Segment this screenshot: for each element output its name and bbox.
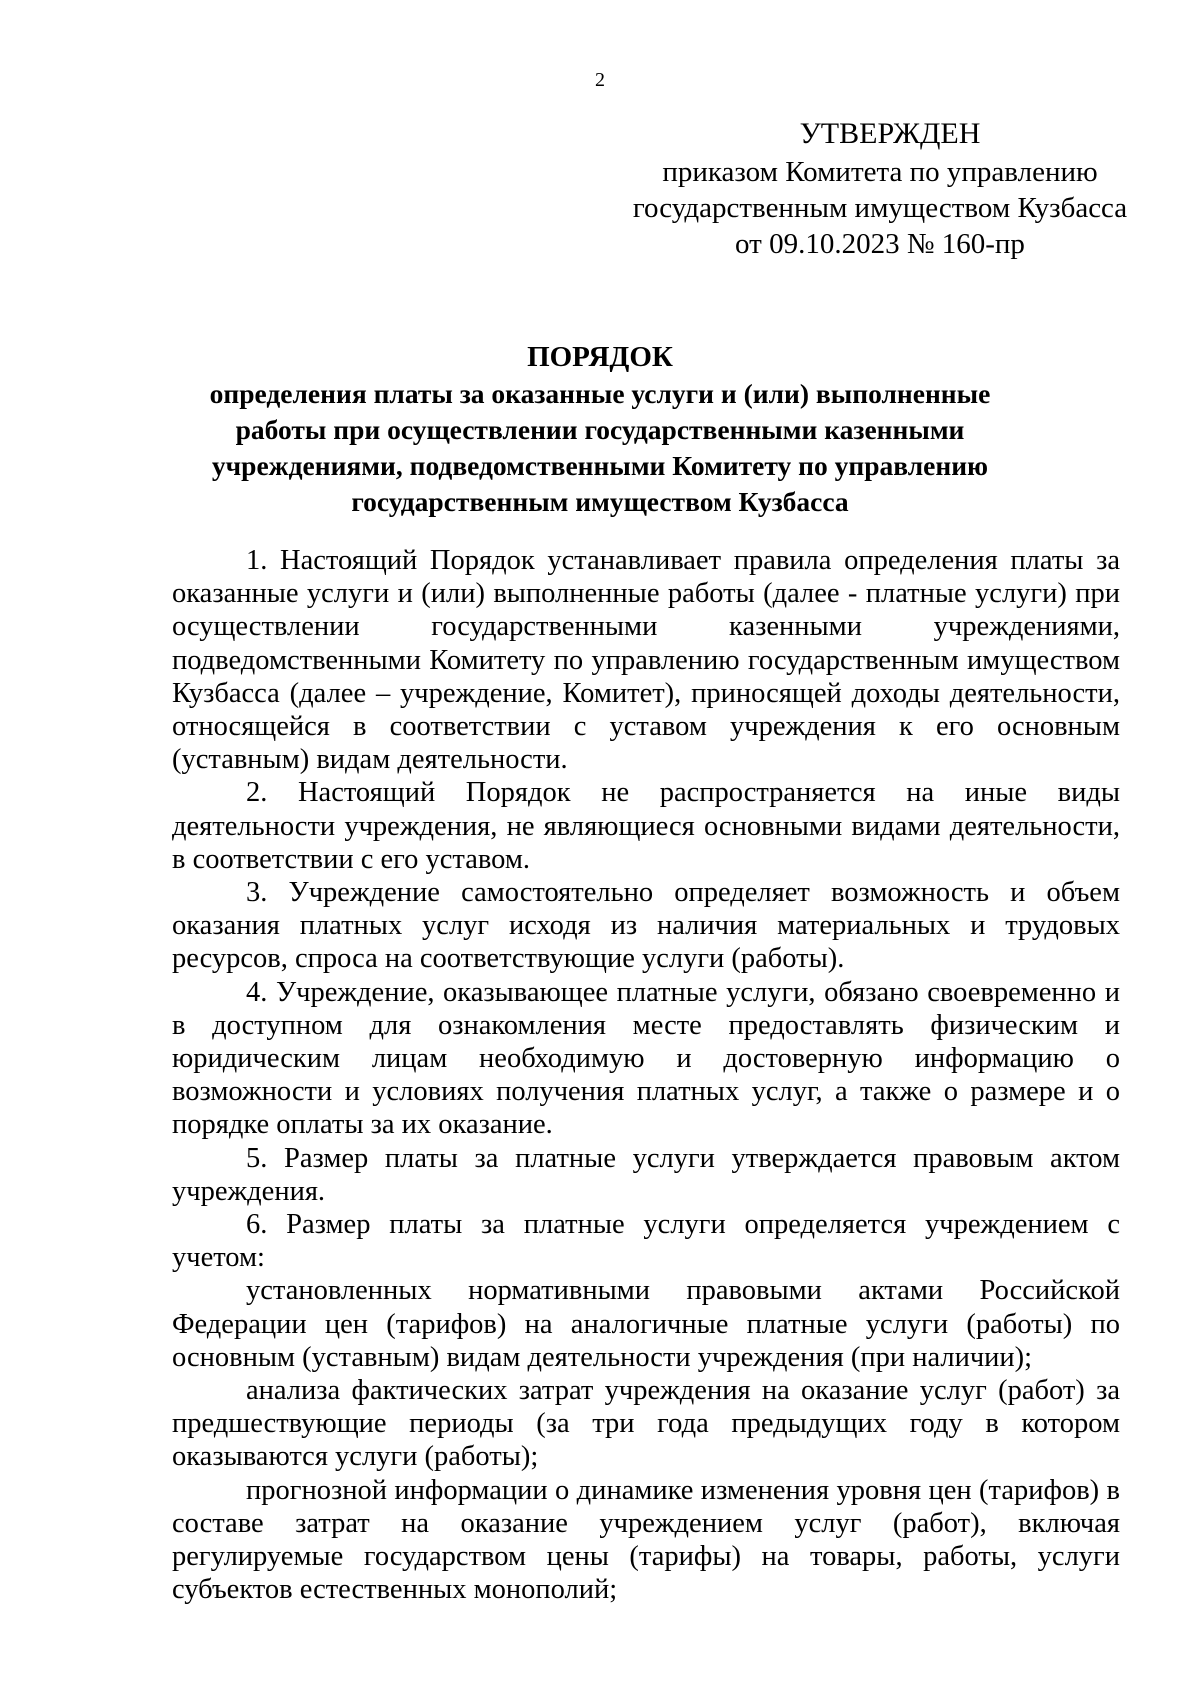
paragraph: 1. Настоящий Порядок устанавливает правила определения платы за оказанные услуги и (или) выполненные работы (далее - платные услуги) при осуществлении государственными казенными учреждениями, подведомственными Комитету по управлению государственным имуществом Кузбасса (далее – учреждение, Комитет), приносящей доходы деятельности, относящейся в соответствии с уставом учреждения к его основным (уставным) видам деятельности. [172,545,1120,776]
paragraph: прогнозной информации о динамике изменения уровня цен (тарифов) в составе затрат на оказание учреждением услуг (работ), включая регулируемые государством цены (тарифы) на товары, работы, услуги субъектов естественных монополий; [172,1474,1120,1606]
approval-heading: УТВЕРЖДЕН [799,117,981,150]
paragraph: 4. Учреждение, оказывающее платные услуги, обязано своевременно и в доступном для ознакомления месте предоставлять физическим и юридическим лицам необходимую и достоверную информацию о возможности и условиях получения платных услуг, а также о размере и о порядке оплаты за их оказание. [172,976,1120,1141]
approval-line-3: от 09.10.2023 № 160-пр [735,228,1025,260]
title-main: ПОРЯДОК [527,341,673,373]
approval-stamp [620,114,1140,262]
page-number: 2 [595,69,605,91]
paragraph: 3. Учреждение самостоятельно определяет возможность и объем оказания платных услуг исходя из наличия материальных и трудовых ресурсов, спроса на соответствующие услуги (работы). [172,877,1120,975]
title-subtitle: определения платы за оказанные услуги и (или) выполненные работы при осуществлении государственными казенными учреждениями, подведомственными Комитету по управлению государственным имуществом Кузбасса [209,378,991,517]
paragraph: 5. Размер платы за платные услуги утверждается правовым актом учреждения. [172,1142,1120,1207]
approval-line-2: государственным имуществом Кузбасса [632,192,1128,224]
document-body [172,544,1120,1607]
paragraph: установленных нормативными правовыми актами Российской Федерации цен (тарифов) на аналогичные платные услуги (работы) по основным (уставным) видам деятельности учреждения (при наличии); [172,1275,1120,1373]
paragraph: анализа фактических затрат учреждения на оказание услуг (работ) за предшествующие периоды (за три года предыдущих году в котором оказываются услуги (работы); [172,1375,1120,1473]
document-title [170,338,1030,520]
paragraph: 6. Размер платы за платные услуги определяется учреждением с учетом: [172,1209,1120,1274]
approval-line-1: приказом Комитета по управлению [662,156,1098,188]
paragraph: 2. Настоящий Порядок не распространяется на иные виды деятельности учреждения, не являющиеся основными видами деятельности, в соответствии с его уставом. [172,777,1120,875]
